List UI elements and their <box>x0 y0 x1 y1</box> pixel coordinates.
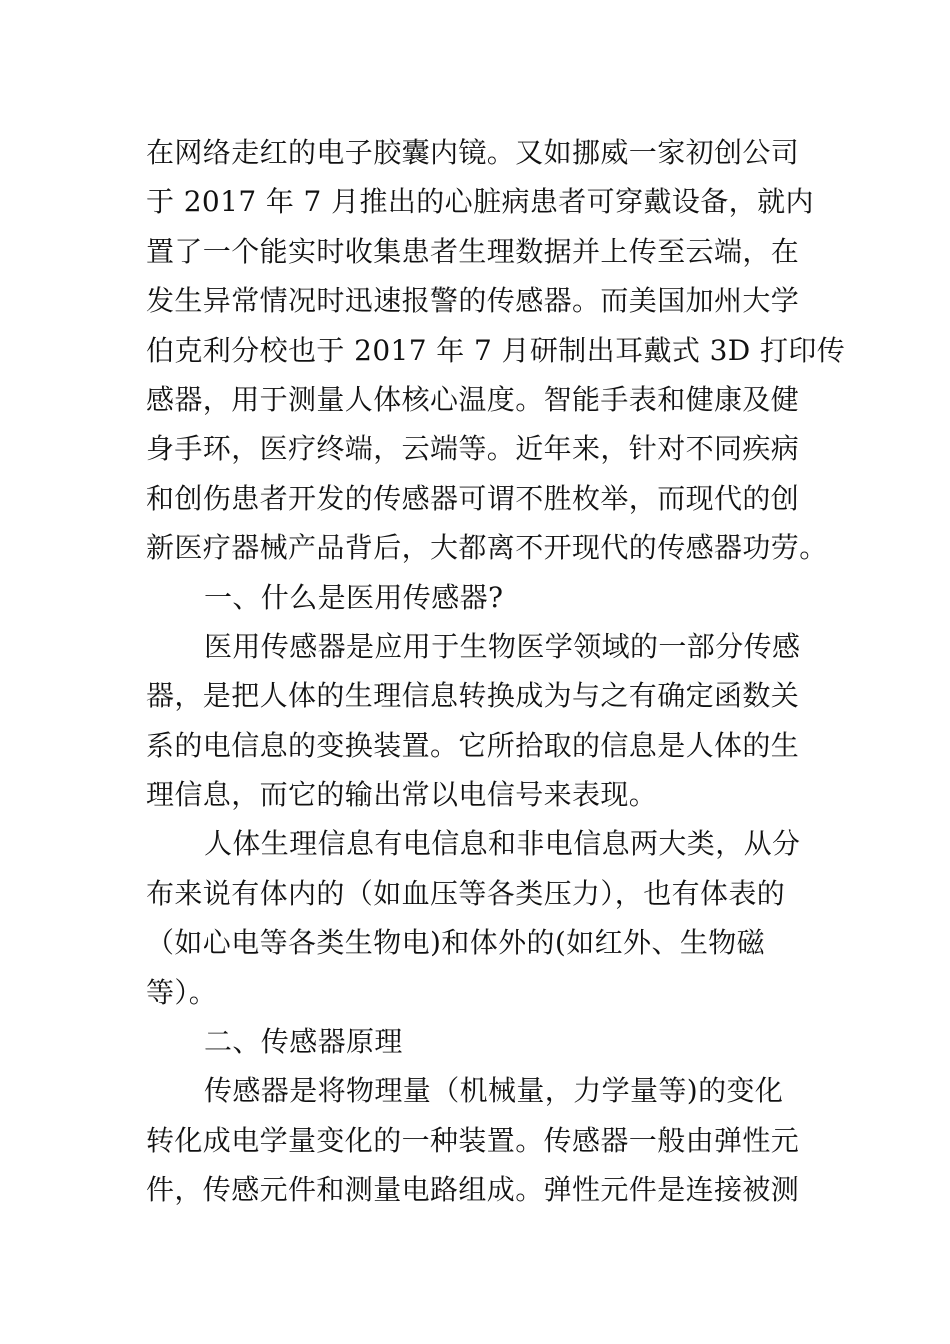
paragraph-line: 转化成电学量变化的一种装置。传感器一般由弹性元 <box>146 1123 800 1157</box>
paragraph-line: 身手环，医疗终端，云端等。近年来，针对不同疾病 <box>146 432 800 466</box>
section-heading-1: 一、什么是医用传感器? <box>204 580 504 614</box>
section-heading-2: 二、传感器原理 <box>204 1025 403 1059</box>
paragraph-line: 件，传感元件和测量电路组成。弹性元件是连接被测 <box>146 1173 800 1207</box>
paragraph-line: 发生异常情况时迅速报警的传感器。而美国加州大学 <box>146 284 800 318</box>
document-body <box>146 128 846 1215</box>
paragraph-line: 伯克利分校也于 2017 年 7 月研制出耳戴式 3D 打印传 <box>146 333 846 367</box>
paragraph-line: 置了一个能实时收集患者生理数据并上传至云端，在 <box>146 234 800 268</box>
paragraph-line: 新医疗器械产品背后，大都离不开现代的传感器功劳。 <box>146 531 828 565</box>
paragraph-line: 等）。 <box>146 975 218 1009</box>
paragraph-line: 布来说有体内的（如血压等各类压力），也有体表的 <box>146 876 786 910</box>
paragraph-line: 在网络走红的电子胶囊内镜。又如挪威一家初创公司 <box>146 136 800 169</box>
paragraph-line: 医用传感器是应用于生物医学领域的一部分传感 <box>204 629 801 663</box>
paragraph-line: 系的电信息的变换装置。它所拾取的信息是人体的生 <box>146 728 800 762</box>
paragraph-line: 于 2017 年 7 月推出的心脏病患者可穿戴设备，就内 <box>146 185 814 219</box>
paragraph-line: 器，是把人体的生理信息转换成为与之有确定函数关 <box>146 679 800 713</box>
paragraph-line: 传感器是将物理量（机械量，力学量等)的变化 <box>204 1074 784 1108</box>
paragraph-line: 理信息，而它的输出常以电信号来表现。 <box>146 778 658 812</box>
paragraph-line: 人体生理信息有电信息和非电信息两大类，从分 <box>204 827 801 861</box>
paragraph-line: （如心电等各类生物电)和体外的(如红外、生物磁 <box>146 926 766 960</box>
paragraph-line: 和创伤患者开发的传感器可谓不胜枚举，而现代的创 <box>146 481 800 515</box>
paragraph-line: 感器，用于测量人体核心温度。智能手表和健康及健 <box>146 382 800 416</box>
